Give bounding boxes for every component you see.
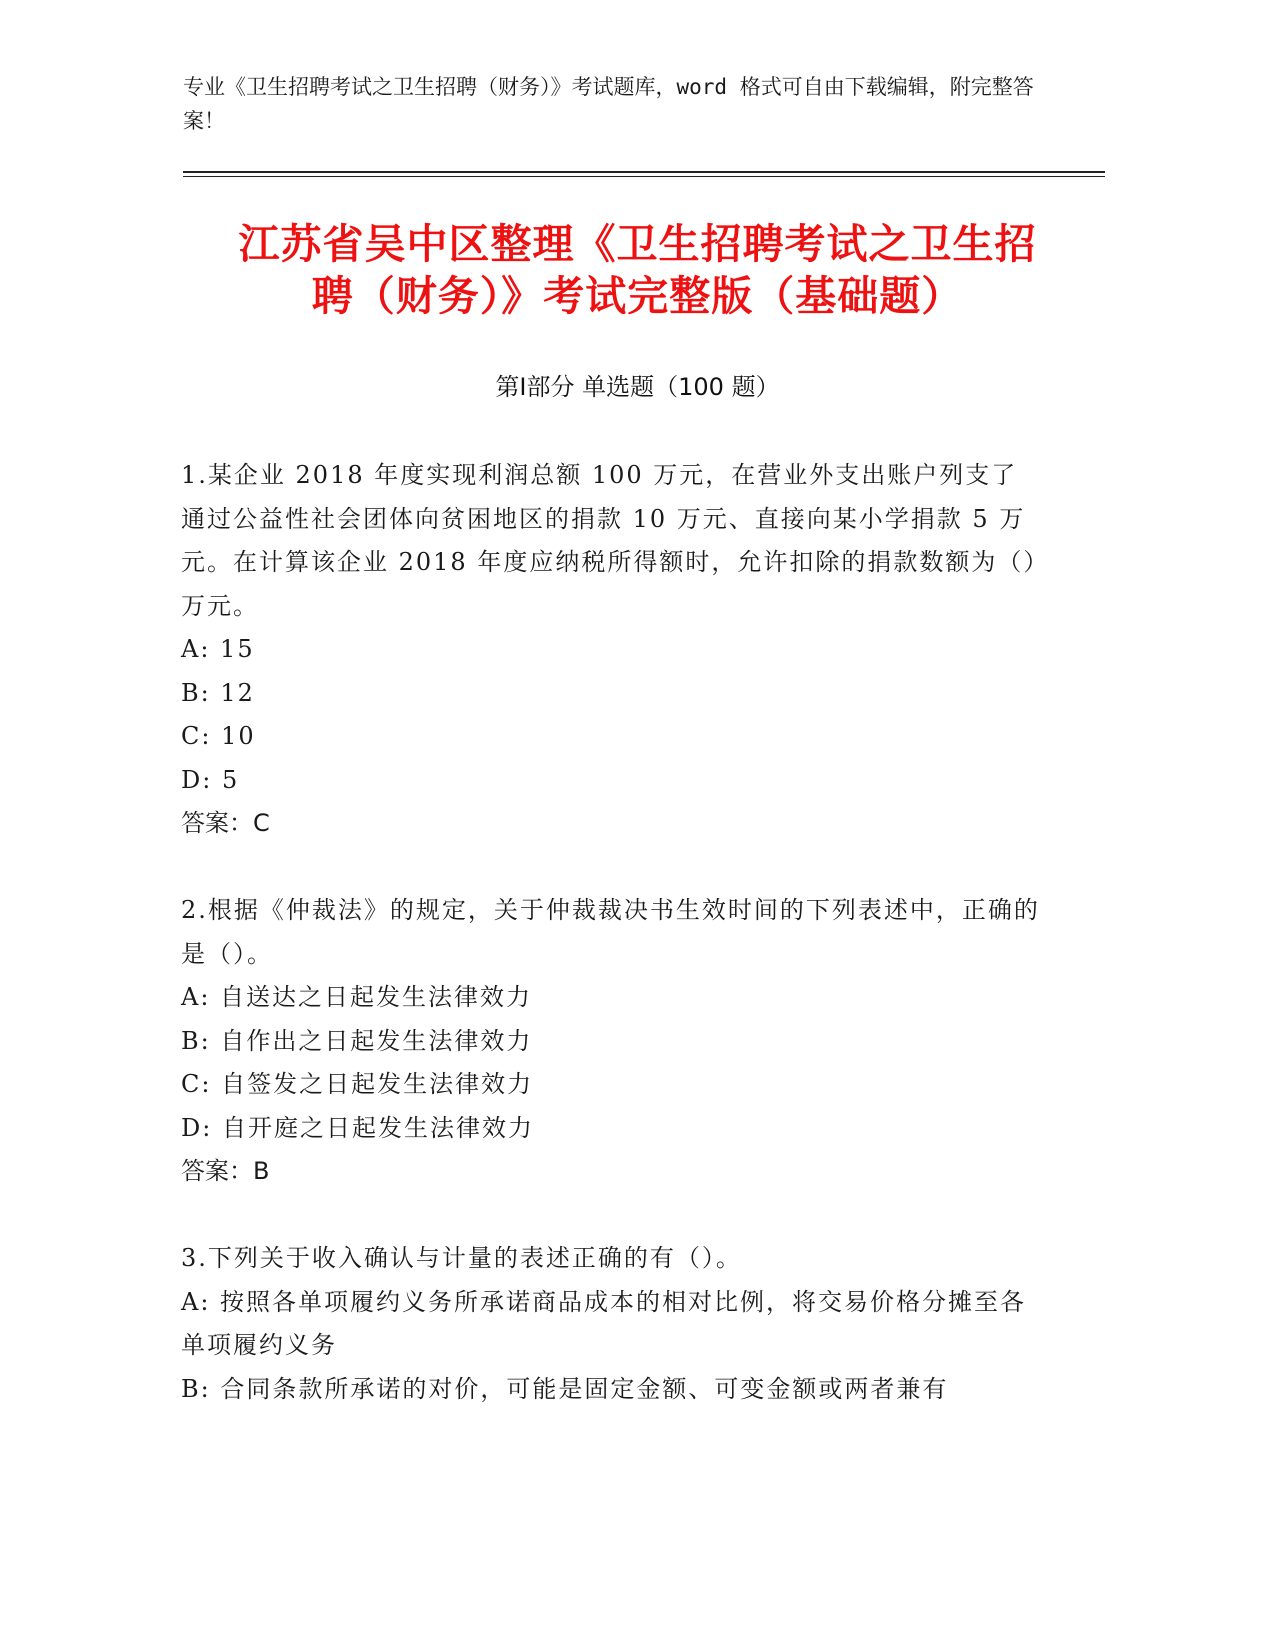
question-1 xyxy=(181,454,1041,846)
option-d: D: 自开庭之日起发生法律效力 xyxy=(181,1113,534,1142)
section-title: 第Ⅰ部分 单选题（100 题） xyxy=(495,373,780,401)
option-b: B: 自作出之日起发生法律效力 xyxy=(181,1026,533,1055)
header-divider-thick xyxy=(183,171,1105,173)
option-a: A: 15 xyxy=(181,635,255,663)
option-a: A: 自送达之日起发生法律效力 xyxy=(181,983,533,1011)
answer-text: 答案：B xyxy=(181,1157,270,1185)
document-title-line-2: 聘（财务）》考试完整版（基础题） xyxy=(311,272,964,320)
option-b: B: 合同条款所承诺的对价，可能是固定金额、可变金额或两者兼有 xyxy=(181,1374,949,1403)
question-text: 1.某企业 2018 年度实现利润总额 100 万元，在营业外支出账户列支了通过公益性社会团体向贫困地区的捐款 10 万元、直接向某小学捐款 5 万元。在计算该企业 2018 年度应纳税所得额时，允许扣除的捐款数额为（）万元。 xyxy=(181,461,1038,620)
header-divider-thin xyxy=(183,176,1105,177)
document-title-line-1: 江苏省吴中区整理《卫生招聘考试之卫生招 xyxy=(238,220,1037,268)
question-text: 3.下列关于收入确认与计量的表述正确的有（）。 xyxy=(181,1244,742,1272)
question-3 xyxy=(181,1237,1041,1411)
option-b: B: 12 xyxy=(181,678,255,707)
option-d: D: 5 xyxy=(181,765,240,794)
header-note: 专业《卫生招聘考试之卫生招聘（财务）》考试题库，word 格式可自由下载编辑，附完整答案！ xyxy=(183,75,1034,133)
question-2 xyxy=(181,889,1041,1194)
document-title xyxy=(160,218,1115,322)
option-c: C: 自签发之日起发生法律效力 xyxy=(181,1070,534,1098)
question-text: 2.根据《仲裁法》的规定，关于仲裁裁决书生效时间的下列表述中，正确的是（）。 xyxy=(181,896,1040,968)
option-a: A: 按照各单项履约义务所承诺商品成本的相对比例，将交易价格分摊至各单项履约义务 xyxy=(181,1287,1027,1359)
option-c: C: 10 xyxy=(181,722,256,750)
answer-text: 答案：C xyxy=(181,809,270,837)
question-list xyxy=(181,454,1041,1455)
